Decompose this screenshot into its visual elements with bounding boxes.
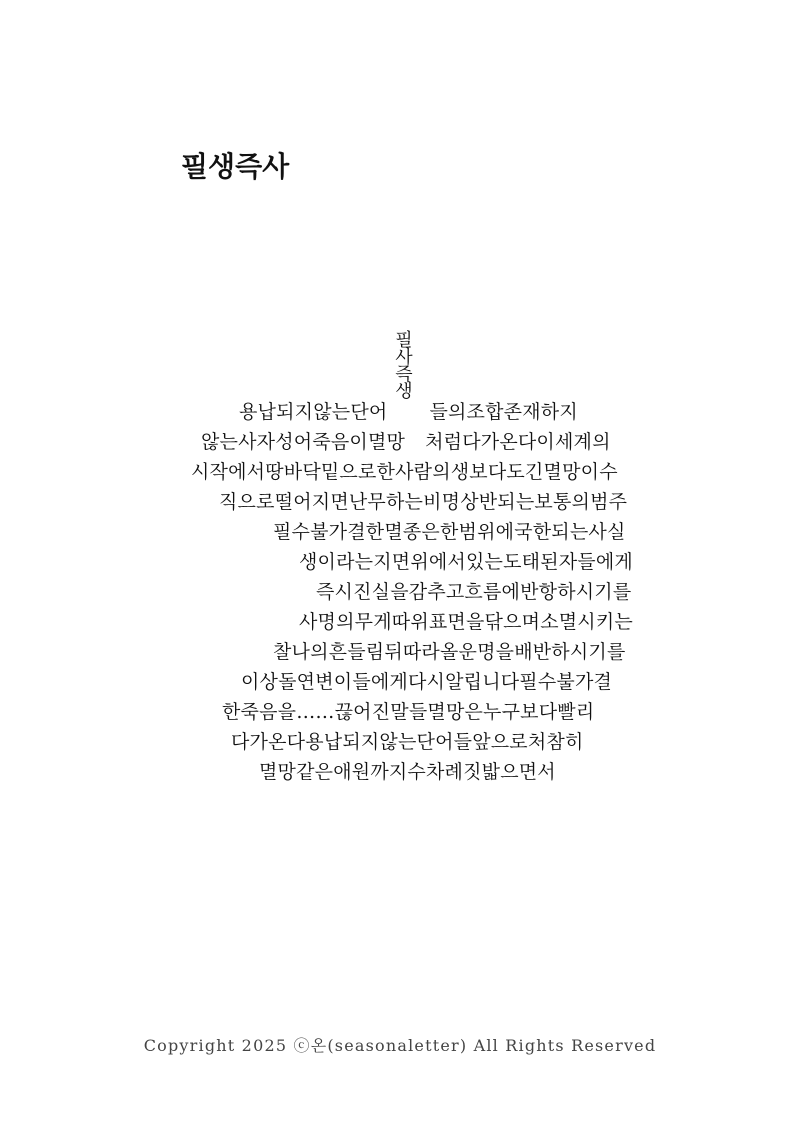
poem-line-1-right: 들의조합존재하지 xyxy=(429,401,578,423)
poem-line-1 xyxy=(239,397,578,427)
poem-line-4: 직으로떨어지면난무하는비명상반되는보통의범주 xyxy=(219,491,628,513)
poem-line-6: 생이라는지면위에서있는도태된자들에게 xyxy=(299,551,633,573)
poem-line-7: 즉시진실을감추고흐름에반항하시기를 xyxy=(316,581,632,603)
poem-line-5: 필수불가결한멸종은한범위에국한되는사실 xyxy=(273,521,626,543)
poem-line-2-right: 처럼다가온다이세계의 xyxy=(425,431,611,453)
vertical-word: 필사즉생 xyxy=(392,330,413,398)
poem-line-10: 이상돌연변이들에게다시알립니다필수불가결 xyxy=(241,671,613,693)
copyright-notice: Copyright 2025 ⓒ온(seasonaletter) All Rights Reserved xyxy=(143,1036,657,1055)
poem-line-1-left: 용납되지않는단어 xyxy=(239,401,388,423)
page-title: 필생즉사 xyxy=(181,150,290,183)
poem-line-9: 찰나의흔들림뒤따라올운명을배반하시기를 xyxy=(273,641,626,663)
poem-line-2-left: 않는사자성어죽음이멸망 xyxy=(201,431,406,453)
poem-line-8: 사명의무게따위표면을닦으며소멸시키는 xyxy=(299,611,633,633)
poem-line-2 xyxy=(201,427,611,457)
poem-line-13: 멸망같은애원까지수차례짓밟으면서 xyxy=(259,761,556,783)
poem-line-3: 시작에서땅바닥밑으로한사람의생보다도긴멸망이수 xyxy=(191,461,618,483)
poem-line-12: 다가온다용납되지않는단어들앞으로처참히 xyxy=(231,731,584,753)
poem-line-11: 한죽음을……끊어진말들멸망은누구보다빨리 xyxy=(222,701,595,723)
